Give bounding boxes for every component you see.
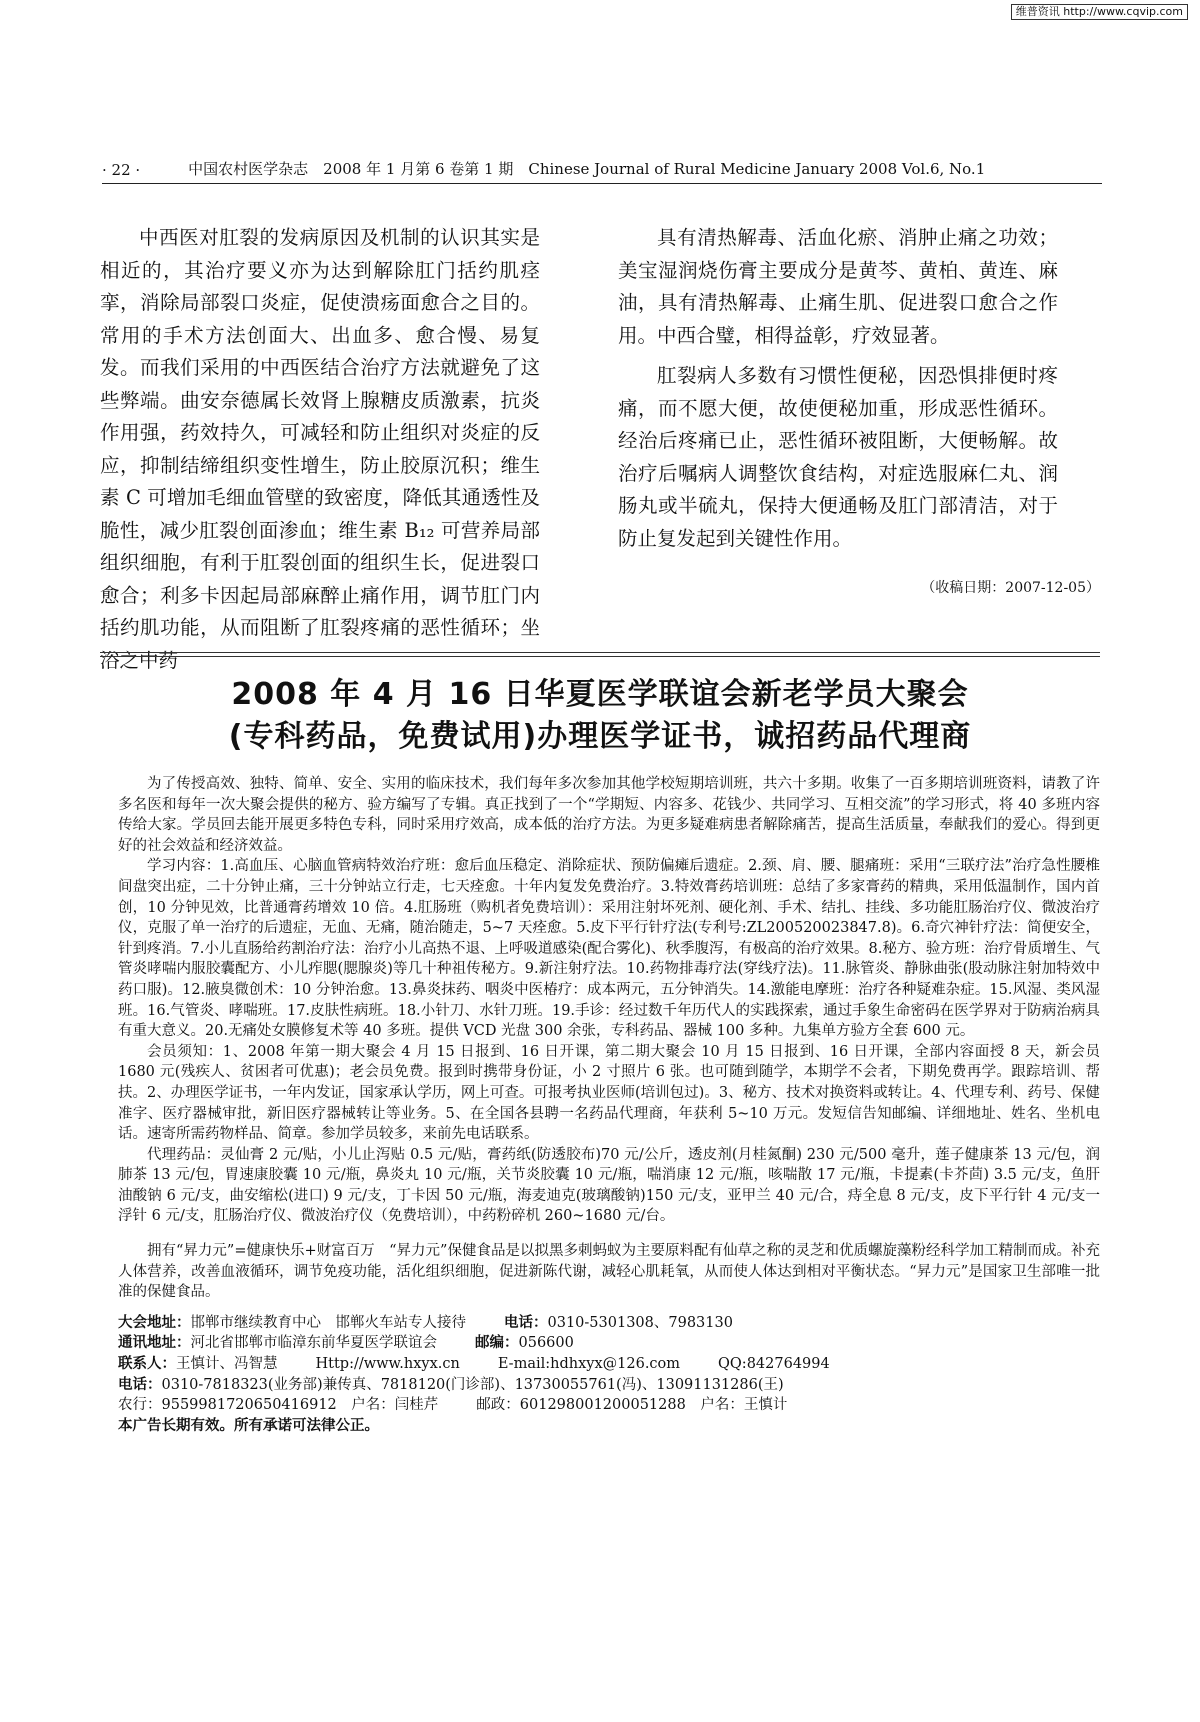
phone-label: 电话： [504, 1314, 548, 1331]
tel-label: 电话： [118, 1376, 162, 1393]
postal-account: 邮政：601298001200051288 户名：王慎计 [476, 1397, 788, 1414]
contact-block [118, 1313, 1100, 1437]
venue-label: 大会地址： [118, 1314, 191, 1331]
contact-venue-row [118, 1313, 1100, 1334]
zip-label: 邮编： [475, 1335, 519, 1352]
telephones: 0310-7818323(业务部)兼传真、7818120(门诊部)、13730055761(冯)、13091131286(王) [161, 1376, 784, 1393]
page-number: · 22 · [102, 161, 141, 179]
ad-course-list: 学习内容：1.高血压、心脑血管病特效治疗班：愈后血压稳定、消除症状、预防偏瘫后遗症。2.颈、肩、腰、腿痛班：采用“三联疗法”治疗急性腰椎间盘突出症，二十分钟止痛，三十分钟站立行走，七天痊愈。十年内复发免费治疗。3.特效膏药培训班：总结了多家膏药的精典，采用低温制作，国内首创，10 分钟见效，比普通膏药增效 10 倍。4.肛肠班（购机者免费培训）：采用注射坏死剂、硬化剂、手术、结扎、挂线、多功能肛肠治疗仪、微波治疗仪，克服了单一治疗的后遗症，无血、无痛，随治随走，5~7 天痊愈。5.皮下平行针疗法(专利号:ZL200520023847.8)。6.奇穴神针疗法：简便安全，针到疼消。7.小儿直肠给药割治疗法：治疗小儿高热不退、上呼吸道感染(配合雾化)、秋季腹泻，有极高的治疗效果。8.秘方、验方班：治疗骨质增生、气管炎哮喘内服胶囊配方、小儿痄腮(腮腺炎)等几十种祖传秘方。9.新注射疗法。10.药物排毒疗法(穿线疗法)。11.脉管炎、静脉曲张(股动脉注射加特效中药口服)。12.腋臭微创术：10 分钟治愈。13.鼻炎抹药、咽炎中医椿疗：成本两元，五分钟消失。14.激能电摩班：治疗各种疑难杂症。15.风湿、类风湿班。16.气管炎、哮喘班。17.皮肤性病班。18.小针刀、水针刀班。19.手诊：经过数千年历代人的实践探索，通过手象生命密码在医学界对于防病治病具有重大意义。20.无痛处女膜修复术等 40 多班。提供 VCD 光盘 300 余张，专科药品、器械 100 多种。九集单方验方全套 600 元。 [118, 858, 1100, 1040]
email-link[interactable]: E-mail:hdhxyx@126.com [497, 1356, 681, 1373]
contact-person: 王慎计、冯智慧 [176, 1356, 278, 1373]
running-header [102, 158, 1102, 184]
bank-account: 农行：9559981720650416912 户名：闫桂芹 [118, 1397, 439, 1414]
article-right-column [618, 222, 1058, 555]
article-left-column [100, 222, 540, 677]
article-paragraph: 具有清热解毒、活血化瘀、消肿止痛之功效；美宝湿润烧伤膏主要成分是黄芩、黄柏、黄连、麻油，具有清热解毒、止痛生肌、促进裂口愈合之作用。中西合璧，相得益彰，疗效显著。 [618, 226, 1058, 347]
venue-phone: 0310-5301308、7983130 [547, 1314, 733, 1331]
ad-member-notice: 会员须知：1、2008 年第一期大聚会 4 月 15 日报到、16 日开课，第二期大聚会 10 月 15 日报到、16 日开课，全部内容面授 8 天，新会员 1680 元(残疾人、贫困者可优惠)；老会员免费。报到时携带身份证，小 2 寸照片 6 张。也可随到随学，本期学不会者，下期免费再学。跟踪培训、帮扶。2、办理医学证书，一年内发证，国家承认学历，网上可查。可报考执业医师(培训包过)。3、秘方、技术对换资料或转让。4、代理专利、药号、保健准字、医疗器械审批，新旧医疗器械转让等业务。5、在全国各县聘一名药品代理商，年获利 5~10 万元。发短信告知邮编、详细地址、姓名、坐机电话。速寄所需药物样品、简章。参加学员较多，来前先电话联系。 [118, 1043, 1100, 1143]
ad-body [118, 774, 1100, 1436]
contact-tel-row [118, 1375, 1100, 1396]
ad-intro: 为了传授高效、独特、简单、安全、实用的临床技术，我们每年多次参加其他学校短期培训班，共六十多期。收集了一百多期培训班资料，请教了许多名医和每年一次大聚会提供的秘方、验方编写了专辑。真正找到了一个“学期短、内容多、花钱少、共同学习、互相交流”的学习形式，将 40 多班内容传给大家。学员回去能开展更多特色专科，同时采用疗效高，成本低的治疗方法。为更多疑难病患者解除痛苦，提高生活质量，奉献我们的爱心。得到更好的社会效益和经济效益。 [118, 776, 1100, 854]
contact-person-row [118, 1354, 1100, 1375]
divider-rule [100, 652, 1100, 653]
mail-label: 通讯地址： [118, 1335, 191, 1352]
ad-title-line: (专科药品，免费试用)办理医学证书，诚招药品代理商 [228, 719, 972, 754]
watermark: 维普资讯 http://www.cqvip.com [1011, 4, 1188, 20]
person-label: 联系人： [118, 1356, 176, 1373]
venue-address: 邯郸市继续教育中心 邯郸火车站专人接待 [190, 1314, 466, 1331]
ad-validity-note: 本广告长期有效。所有承诺可法律公正。 [118, 1417, 379, 1434]
ad-title-line: 2008 年 4 月 16 日华夏医学联谊会新老学员大聚会 [231, 677, 969, 712]
mail-address: 河北省邯郸市临漳东前华夏医学联谊会 [190, 1335, 437, 1352]
divider-rule [100, 656, 1100, 657]
website-link[interactable]: Http://www.hxyx.cn [315, 1356, 460, 1373]
qq-number: QQ:842764994 [718, 1356, 830, 1373]
article-paragraph: 肛裂病人多数有习惯性便秘，因恐惧排便时疼痛，而不愿大便，故使便秘加重，形成恶性循环。经治后疼痛已止，恶性循环被阻断，大便畅解。故治疗后嘱病人调整饮食结构，对症选服麻仁丸、润肠丸或半硫丸，保持大便通畅及肛门部清洁，对于防止复发起到关键性作用。 [618, 364, 1058, 550]
journal-citation: 中国农村医学杂志 2008 年 1 月第 6 卷第 1 期 Chinese Journal of Rural Medicine January 2008 Vol.6, No.1 [188, 160, 986, 178]
ad-title [100, 674, 1100, 758]
ad-product-prices: 代理药品：灵仙膏 2 元/贴，小儿止泻贴 0.5 元/贴，膏药纸(防透胶布)70 元/公斤，透皮剂(月桂氮酮) 230 元/500 毫升，莲子健康茶 13 元/包，润肺茶 13 元/包，胃速康胶囊 10 元/瓶，鼻炎丸 10 元/瓶，关节炎胶囊 10 元/瓶，喘消康 12 元/瓶，咳喘散 17 元/瓶，卡提素(卡芥茴) 3.5 元/支，鱼肝油酸钠 6 元/支，曲安缩松(进口) 9 元/支，丁卡因 50 元/瓶，海麦迪克(玻璃酸钠)150 元/支，亚甲兰 40 元/合，痔全息 8 元/支，皮下平行针 4 元/支一浮针 6 元/支，肛肠治疗仪、微波治疗仪（免费培训），中药粉碎机 260~1680 元/台。 [118, 1146, 1100, 1225]
ad-health-product: 拥有“昇力元”=健康快乐+财富百万 “昇力元”保健食品是以拟黑多刺蚂蚁为主要原料配有仙草之称的灵芝和优质螺旋藻粉经科学加工精制而成。补充人体营养，改善血液循环，调节免疫功能，活化组织细胞，促进新陈代谢，减轻心肌耗氧，从而使人体达到相对平衡状态。“昇力元”是国家卫生部唯一批准的保健食品。 [118, 1243, 1100, 1301]
contact-mail-row [118, 1333, 1100, 1354]
received-date: （收稿日期：2007-12-05） [921, 580, 1100, 596]
contact-bank-row [118, 1395, 1100, 1416]
article-paragraph: 中西医对肛裂的发病原因及机制的认识其实是相近的，其治疗要义亦为达到解除肛门括约肌痉挛，消除局部裂口炎症，促使溃疡面愈合之目的。常用的手术方法创面大、出血多、愈合慢、易复发。而我们采用的中西医结合治疗方法就避免了这些弊端。曲安奈德属长效肾上腺糖皮质激素，抗炎作用强，药效持久，可减轻和防止组织对炎症的反应，抑制结缔组织变性增生，防止胶原沉积；维生素 C 可增加毛细血管壁的致密度，降低其通透性及脆性，减少肛裂创面渗血；维生素 B₁₂ 可营养局部组织细胞，有利于肛裂创面的组织生长，促进裂口愈合；利多卡因起局部麻醉止痛作用，调节肛门内括约肌功能，从而阻断了肛裂疼痛的恶性循环；坐浴之中药 [100, 226, 540, 672]
zip-code: 056600 [518, 1335, 574, 1352]
